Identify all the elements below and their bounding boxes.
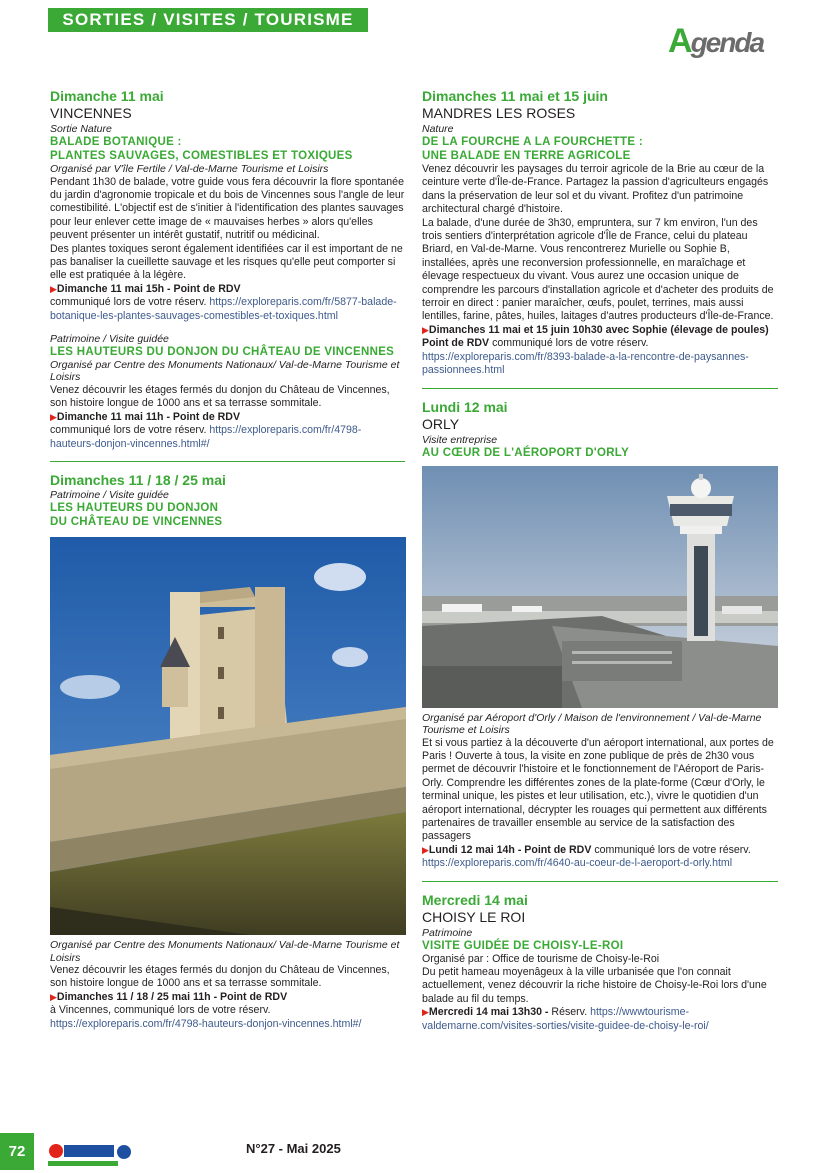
event-place: ORLY xyxy=(422,415,460,432)
agenda-logo-rest: genda xyxy=(690,27,764,58)
divider xyxy=(422,881,778,882)
rdv-tail: communiqué lors de votre réserv. xyxy=(492,337,649,350)
event-rdv xyxy=(50,991,405,1004)
orly-tower-photo xyxy=(422,466,778,708)
event-title: BALADE BOTANIQUE : xyxy=(50,136,182,148)
event-organizer: Organisé par : Office de tourisme de Choisy-le-Roi xyxy=(422,952,660,965)
event-balade-botanique xyxy=(50,88,405,323)
event-rdv xyxy=(50,411,405,424)
event-organizer: Organisé par Centre des Monuments Nationaux/ Val-de-Marne Tourisme et Loisirs xyxy=(50,358,400,384)
divider xyxy=(422,388,778,389)
event-date: Dimanches 11 mai et 15 juin xyxy=(422,88,608,104)
event-rdv xyxy=(422,324,778,378)
event-title: LES HAUTEURS DU DONJON DU CHÂTEAU DE VINCENNES xyxy=(50,345,395,358)
event-booking xyxy=(50,296,405,323)
agenda-logo xyxy=(668,22,763,61)
rdv-tail: communiqué lors de votre réserv. xyxy=(594,843,751,856)
event-rdv xyxy=(50,283,405,296)
event-description: Et si vous partiez à la découverte d'un aéroport international, aux portes de Paris ! Ouverte à tous, la visite en zone publique de près de 2h30 vous permet de découvrir l'histoire et le fonctionnement de l'Aéroport de Paris-Orly. Comprendre les différentes zones de la plate-forme (Cœur d'Orly, le terminal unique, les pistes et leur utilisation, etc.), vivre le quotidien d'un aéroport international, décrypter les rouages qui permettent aux différents partenaires de travailler ensemble au service de la satisfaction des passagers xyxy=(422,736,774,843)
event-description: Venez découvrir les paysages du terroir agricole de la Brie au cœur de la ceinture verte d'Île-de-France. Partagez la passion d'agriculteurs engagés dans la préservation de leur sol et du vivant. Profitez d'un patrimoine architectural chargé d'histoire. xyxy=(422,163,769,216)
event-title: UNE BALADE EN TERRE AGRICOLE xyxy=(422,150,631,162)
event-title: DU CHÂTEAU DE VINCENNES xyxy=(50,516,223,528)
event-category: Patrimoine xyxy=(422,926,473,939)
event-title: LES HAUTEURS DU DONJON xyxy=(50,502,219,514)
event-date: Mercredi 14 mai xyxy=(422,891,528,908)
event-date: Dimanche 11 mai xyxy=(50,88,164,104)
event-organizer: Organisé par V'île Fertile / Val-de-Marne Tourisme et Loisirs xyxy=(50,163,329,175)
event-title: DE LA FOURCHE A LA FOURCHETTE : xyxy=(422,136,643,148)
agenda-logo-initial: A xyxy=(668,22,691,60)
section-title-banner: SORTIES / VISITES / TOURISME xyxy=(48,8,368,32)
rdv-time: Dimanche 11 mai 11h - Point de RDV xyxy=(56,410,241,423)
event-organizer: Organisé par Centre des Monuments Nationaux/ Val-de-Marne Tourisme et Loisirs xyxy=(50,939,400,964)
triangle-icon: ▶ xyxy=(422,844,429,855)
rdv-time: Mercredi 14 mai 13h30 - xyxy=(428,1006,549,1019)
event-category: Sortie Nature xyxy=(50,123,112,135)
booking-link[interactable]: https://exploreparis.com/fr/8393-balade-a-la-rencontre-de-paysannes-passionnees.html xyxy=(422,350,749,377)
event-hauteurs-donjon xyxy=(50,333,405,451)
event-aeroport-orly xyxy=(422,399,778,871)
chateau-vincennes-photo xyxy=(50,537,406,935)
page-number: 72 xyxy=(0,1133,34,1170)
event-date: Lundi 12 mai xyxy=(422,398,508,415)
event-description: Du petit hameau moyenâgeux à la ville urbanisée que l'on connait actuellement, venez découvrir la riche histoire de Choisy-le-Roi lors d'une balade au fil du temps. xyxy=(422,965,767,1005)
event-fourche-fourchette xyxy=(422,88,778,378)
triangle-icon: ▶ xyxy=(50,991,57,1002)
right-column xyxy=(422,88,778,1033)
event-rdv xyxy=(422,1006,778,1033)
rdv-tail: communiqué lors de votre réserv. xyxy=(50,296,207,309)
magazine-logo xyxy=(48,1140,134,1168)
event-description: Venez découvrir les étages fermés du donjon du Château de Vincennes, son histoire longue de 1000 ans et sa terrasse sommitale. xyxy=(50,383,390,410)
booking-link[interactable]: https://exploreparis.com/fr/4640-au-coeur-de-l-aeroport-d-orly.html xyxy=(422,857,733,870)
event-place: MANDRES LES ROSES xyxy=(422,105,576,121)
event-description: Pendant 1h30 de balade, votre guide vous fera découvrir la flore spontanée du jardin d'agronomie tropicale et du bois de Vincennes sous l'angle de leur comestibilité. L'objectif est de s'initier à l'identification des plantes sauvages pour leur enlever cette image de « mauvaises herbes » alors qu'elles peuvent présenter un intérêt gustatif, nutritif ou médicinal. xyxy=(50,175,405,242)
event-title: AU CŒUR DE L'AÉROPORT D'ORLY xyxy=(422,446,630,459)
booking-link[interactable]: https://exploreparis.com/fr/5877-balade-botanique-les-plantes-sauvages-comestibles-et-toxiques.html xyxy=(50,296,397,322)
event-place: CHOISY LE ROI xyxy=(422,908,526,925)
event-category: Patrimoine / Visite guidée xyxy=(50,332,169,345)
booking-link[interactable]: https://exploreparis.com/fr/4798-hauteurs-donjon-vincennes.html#/ xyxy=(50,424,362,450)
event-description: Des plantes toxiques seront également identifiées car il est important de ne pas banaliser la cueillette sauvage et les risques qu'elle peut comporter si elle est pratiquée à la légère. xyxy=(50,242,403,282)
triangle-icon: ▶ xyxy=(50,283,57,294)
rdv-time: Dimanches 11 mai et 15 juin 10h30 avec Sophie (élevage de poules) Point de RDV xyxy=(422,323,769,350)
triangle-icon: ▶ xyxy=(422,1007,429,1018)
rdv-time: Dimanches 11 / 18 / 25 mai 11h - Point de RDV xyxy=(56,990,288,1003)
event-place: VINCENNES xyxy=(50,105,132,121)
event-title: VISITE GUIDÉE DE CHOISY-LE-ROI xyxy=(422,939,624,952)
event-date: Dimanches 11 / 18 / 25 mai xyxy=(50,472,226,488)
left-column xyxy=(50,88,405,1031)
triangle-icon: ▶ xyxy=(50,411,57,422)
event-hauteurs-donjon-2 xyxy=(50,472,405,1031)
rdv-tail: Réserv. xyxy=(551,1006,588,1019)
event-category: Patrimoine / Visite guidée xyxy=(50,489,169,501)
event-category: Visite entreprise xyxy=(422,433,498,446)
event-rdv xyxy=(422,844,778,857)
rdv-time: Dimanche 11 mai 15h - Point de RDV xyxy=(56,282,241,295)
event-organizer: Organisé par Aéroport d'Orly / Maison de l'environnement / Val-de-Marne Tourisme et Loisirs xyxy=(422,711,762,736)
event-description: Venez découvrir les étages fermés du donjon du Château de Vincennes, son histoire longue de 1000 ans et sa terrasse sommitale. xyxy=(50,964,390,990)
event-category: Nature xyxy=(422,123,454,135)
rdv-tail: à Vincennes, communiqué lors de votre réserv. xyxy=(50,1004,271,1017)
divider xyxy=(50,461,405,462)
event-booking xyxy=(50,424,405,451)
event-title: PLANTES SAUVAGES, COMESTIBLES ET TOXIQUES xyxy=(50,150,353,162)
event-description: La balade, d'une durée de 3h30, empruntera, sur 7 km environ, l'un des trois sentiers d'interprétation agricole d'Île de France, celui du plateau Briard, en Val-de-Marne. Vous rencontrerez Murielle ou Sophie B, installées, après une reconversion professionnelle, en maraîchage et élevage respectueux du vivant. Vous aurez une occasion unique de comprendre les parcours d'installation agricole et d'acheter des produits de terroir en direct : panier maraîcher, œufs, poulet, terrines, mais aussi lentilles, farine, pâtes, huiles, laitages d'autres producteurs d'Île-de-France. xyxy=(422,216,774,323)
issue-label: N°27 - Mai 2025 xyxy=(246,1141,341,1156)
booking-link[interactable]: https://wwwtourisme-valdemarne.com/visites-sorties/visite-guidee-de-choisy-le-roi/ xyxy=(422,1006,709,1032)
rdv-time: Lundi 12 mai 14h - Point de RDV xyxy=(428,843,592,856)
rdv-tail: communiqué lors de votre réserv. xyxy=(50,424,207,437)
event-choisy-le-roi xyxy=(422,892,778,1033)
triangle-icon: ▶ xyxy=(422,324,429,335)
booking-link[interactable]: https://exploreparis.com/fr/4798-hauteurs-donjon-vincennes.html#/ xyxy=(50,1017,362,1030)
